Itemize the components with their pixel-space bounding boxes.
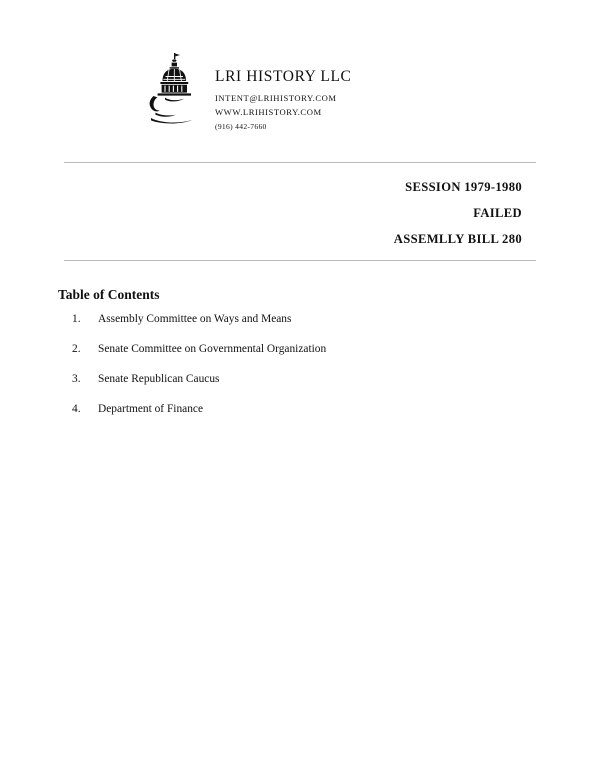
list-item: Senate Republican Caucus — [98, 372, 220, 385]
bill-heading — [0, 163, 600, 247]
status-label: FAILED — [473, 206, 522, 220]
toc-title: Table of Contents — [58, 287, 160, 302]
letterhead — [0, 0, 600, 131]
logo-container — [0, 52, 215, 124]
firm-info — [215, 52, 600, 131]
list-item: Senate Committee on Governmental Organization — [98, 342, 327, 355]
firm-name: LRI HISTORY LLC — [215, 68, 352, 85]
list-item: Assembly Committee on Ways and Means — [98, 313, 292, 325]
firm-phone: (916) 442-7660 — [215, 122, 267, 131]
firm-website: WWW.LRIHISTORY.COM — [215, 107, 322, 117]
table-of-contents — [0, 261, 600, 417]
firm-email: INTENT@LRIHISTORY.COM — [215, 93, 337, 103]
capitol-dome-logo-icon — [145, 52, 203, 124]
toc-list — [58, 312, 600, 417]
list-item: Department of Finance — [98, 402, 204, 415]
bill-label: ASSEMLLY BILL 280 — [393, 232, 522, 246]
session-label: SESSION 1979-1980 — [405, 180, 522, 194]
